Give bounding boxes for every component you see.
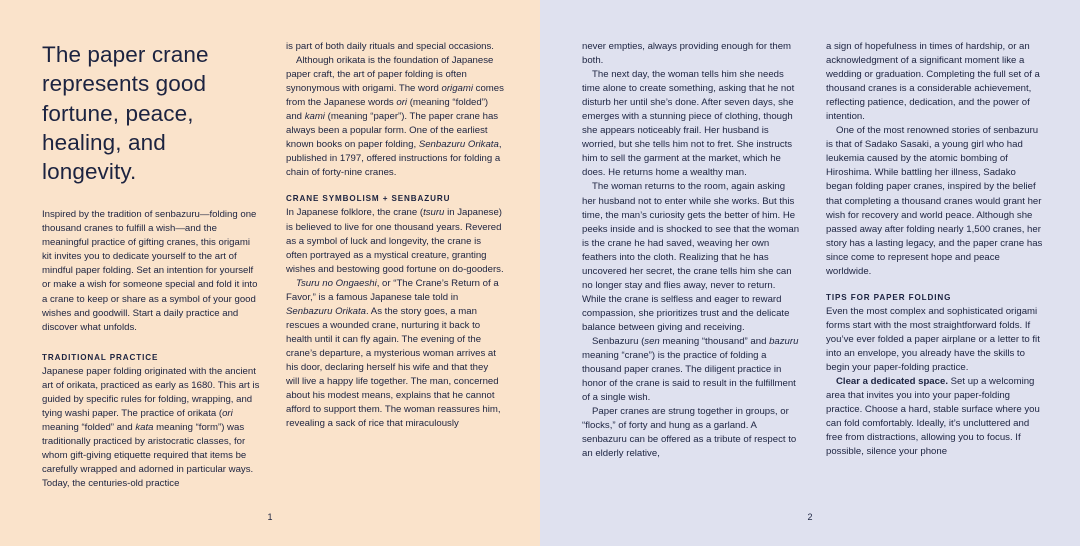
italic-term-ori: ori (222, 407, 233, 419)
right-column-1 (582, 40, 800, 492)
text-run: Although orikata is the foundation of Japanese paper craft, the art of paper folding is often synonymous with origami. The word (286, 55, 494, 95)
paragraph: The next day, the woman tells him she needs time alone to create something, asking that he not disturb her until she’s done. After seven days, she emerges with a stunning piece of clothing, though she appears noticeably frail. Her husband is worried, but she tells him not to fret. She instructs him to sell the garment at the market, which he does. He returns home a wealthy man. (582, 69, 795, 179)
italic-term-origami: origami (441, 83, 473, 95)
text-run: (meaning “folded”) and (286, 97, 489, 123)
left-column-1 (42, 40, 260, 492)
text-run: (meaning “paper”). The paper crane has always been a popular form. One of the earliest known books on paper folding, (286, 111, 499, 151)
text-run: Set up a welcoming area that invites you into your paper-folding practice. Choose a hard, stable surface where you can fold comfortably. Ideally, it’s uncluttered and free from distractions, allowing you to focus. If possible, silence your phone (826, 376, 1040, 458)
paragraph: Even the most complex and sophisticated origami forms start with the most straightforward folds. If you’ve ever folded a paper airplane or a letter to fit into an envelope, you already have the skills to begin your paper-folding practice. (826, 305, 1040, 373)
italic-term-tsuru: tsuru (423, 207, 445, 219)
right-column-2 (826, 40, 1044, 492)
bold-lead-in: Clear a dedicated space. (836, 376, 948, 388)
text-run: comes from the Japanese words (286, 83, 504, 109)
paragraph: never empties, always providing enough for them both. (582, 41, 792, 67)
text-run: . As the story goes, a man rescues a wounded crane, nurturing it back to health until it can fly again. The evening of the crane’s departure, a mysterious woman arrives at his door, declaring herself his wife and that they will live a happy life together. The man, concerned about his modest means, explains that he cannot afford to support them. The woman reassures him, revealing a sack of rice that miraculously (286, 305, 501, 430)
text-run: in Japanese) is believed to live for one thousand years. Revered as a symbol of luck and longevity, the crane is often portrayed as a mystical creature, granting wishes and bestowing good fortune on do-gooders. (286, 207, 504, 275)
text-run: In Japanese folklore, the crane ( (286, 207, 424, 219)
left-column-2 (286, 40, 504, 492)
paragraph (286, 206, 504, 276)
page-number-left: 1 (267, 512, 273, 522)
italic-book-title: Senbazuru Orikata (286, 305, 366, 317)
text-run: meaning “thousand” and (659, 335, 770, 347)
page-right (540, 0, 1080, 546)
text-run: Japanese paper folding originated with the ancient art of orikata, practiced as early as 1680. This art is guided by specific rules for folding, wrapping, and tying washi paper. The practice of orikata ( (42, 365, 260, 419)
page-number-right: 2 (807, 512, 813, 522)
paragraph (286, 277, 504, 432)
paragraph: Paper cranes are strung together in groups, or “flocks,” of forty and hung as a garland. A senbazuru can be offered as a tribute of respect to an elderly relative, (582, 406, 797, 460)
text-run: Senbazuru ( (592, 335, 645, 347)
paragraph: is part of both daily rituals and special occasions. (286, 41, 494, 52)
left-page-columns (42, 40, 504, 492)
text-run: meaning “folded” and (42, 421, 136, 433)
italic-term-bazuru: bazuru (769, 335, 799, 347)
right-page-columns (582, 40, 1044, 492)
intro-paragraph: Inspired by the tradition of senbazuru—folding one thousand cranes to fulfill a wish—and the meaningful practice of gifting cranes, this origami kit invites you to dedicate yourself to the art of mindful paper folding. Set an intention for yourself or make a wish for someone special and fold it into a crane to keep or share as a symbol of your good wishes and goodwill. Start a daily practice and discover what unfolds. (42, 209, 258, 333)
text-run: , published in 1797, offered instructions for folding a chain of forty-nine cranes. (286, 139, 502, 179)
italic-term-ori: ori (396, 97, 408, 109)
paragraph (582, 335, 800, 405)
subhead-tips-for-paper-folding: TIPS FOR PAPER FOLDING (826, 292, 952, 302)
page-title: The paper crane represents good fortune, peace, healing, and longevity. (42, 42, 209, 184)
italic-book-title: Senbazuru Orikata (418, 139, 499, 151)
subhead-traditional-practice: TRADITIONAL PRACTICE (42, 352, 159, 362)
paragraph: a sign of hopefulness in times of hardship, or an acknowledgment of a significant moment like a wedding or graduation. Completing the full set of a thousand cranes is a considerable achievement, reflecting patience, dedication, and the power of intention. (826, 41, 1040, 123)
paragraph: One of the most renowned stories of senbazuru is that of Sadako Sasaki, a young girl who had leukemia caused by the atomic bombing of Hiroshima. While battling her illness, Sadako began folding paper cranes, inspired by the belief that completing a thousand cranes would grant her wish for recovery and world peace. Although she passed away after folding nearly 1,500 cranes, her story has a lasting legacy, and the paper crane has since come to represent hope and peace worldwide. (826, 125, 1043, 277)
text-run: , or “The Crane’s Return of a Favor,” is a famous Japanese tale told in (286, 277, 499, 303)
text-run: meaning “form”) was traditionally practiced by aristocratic classes, for whom gift-giving etiquette required that items be carefully wrapped and adorned in particular ways. Today, the centuries-old practice (42, 421, 254, 490)
paragraph (826, 375, 1044, 459)
subhead-crane-symbolism: CRANE SYMBOLISM + SENBAZURU (286, 194, 451, 204)
text-run: meaning “crane”) is the practice of folding a thousand paper cranes. The diligent practice in honor of the crane is said to result in the fulfillment of a single wish. (582, 350, 796, 404)
italic-story-title: Tsuru no Ongaeshi (296, 277, 377, 289)
italic-term-kami: kami (304, 111, 325, 123)
paragraph: The woman returns to the room, again asking her husband not to enter while she works. But this time, the man’s curiosity gets the better of him. He peeks inside and is shocked to see that the woman is the crane he had saved, weaving her own feathers into the cloth. Realizing that he has uncovered her secret, the crane tells him she can no longer stay and flies away, never to return. While the crane is selfless and eager to reward compassion, she prioritizes trust and the delicate balance between giving and receiving. (582, 181, 800, 333)
paragraph (286, 54, 504, 180)
italic-term-kata: kata (135, 421, 154, 433)
italic-term-sen: sen (644, 335, 660, 347)
paragraph (42, 365, 260, 491)
